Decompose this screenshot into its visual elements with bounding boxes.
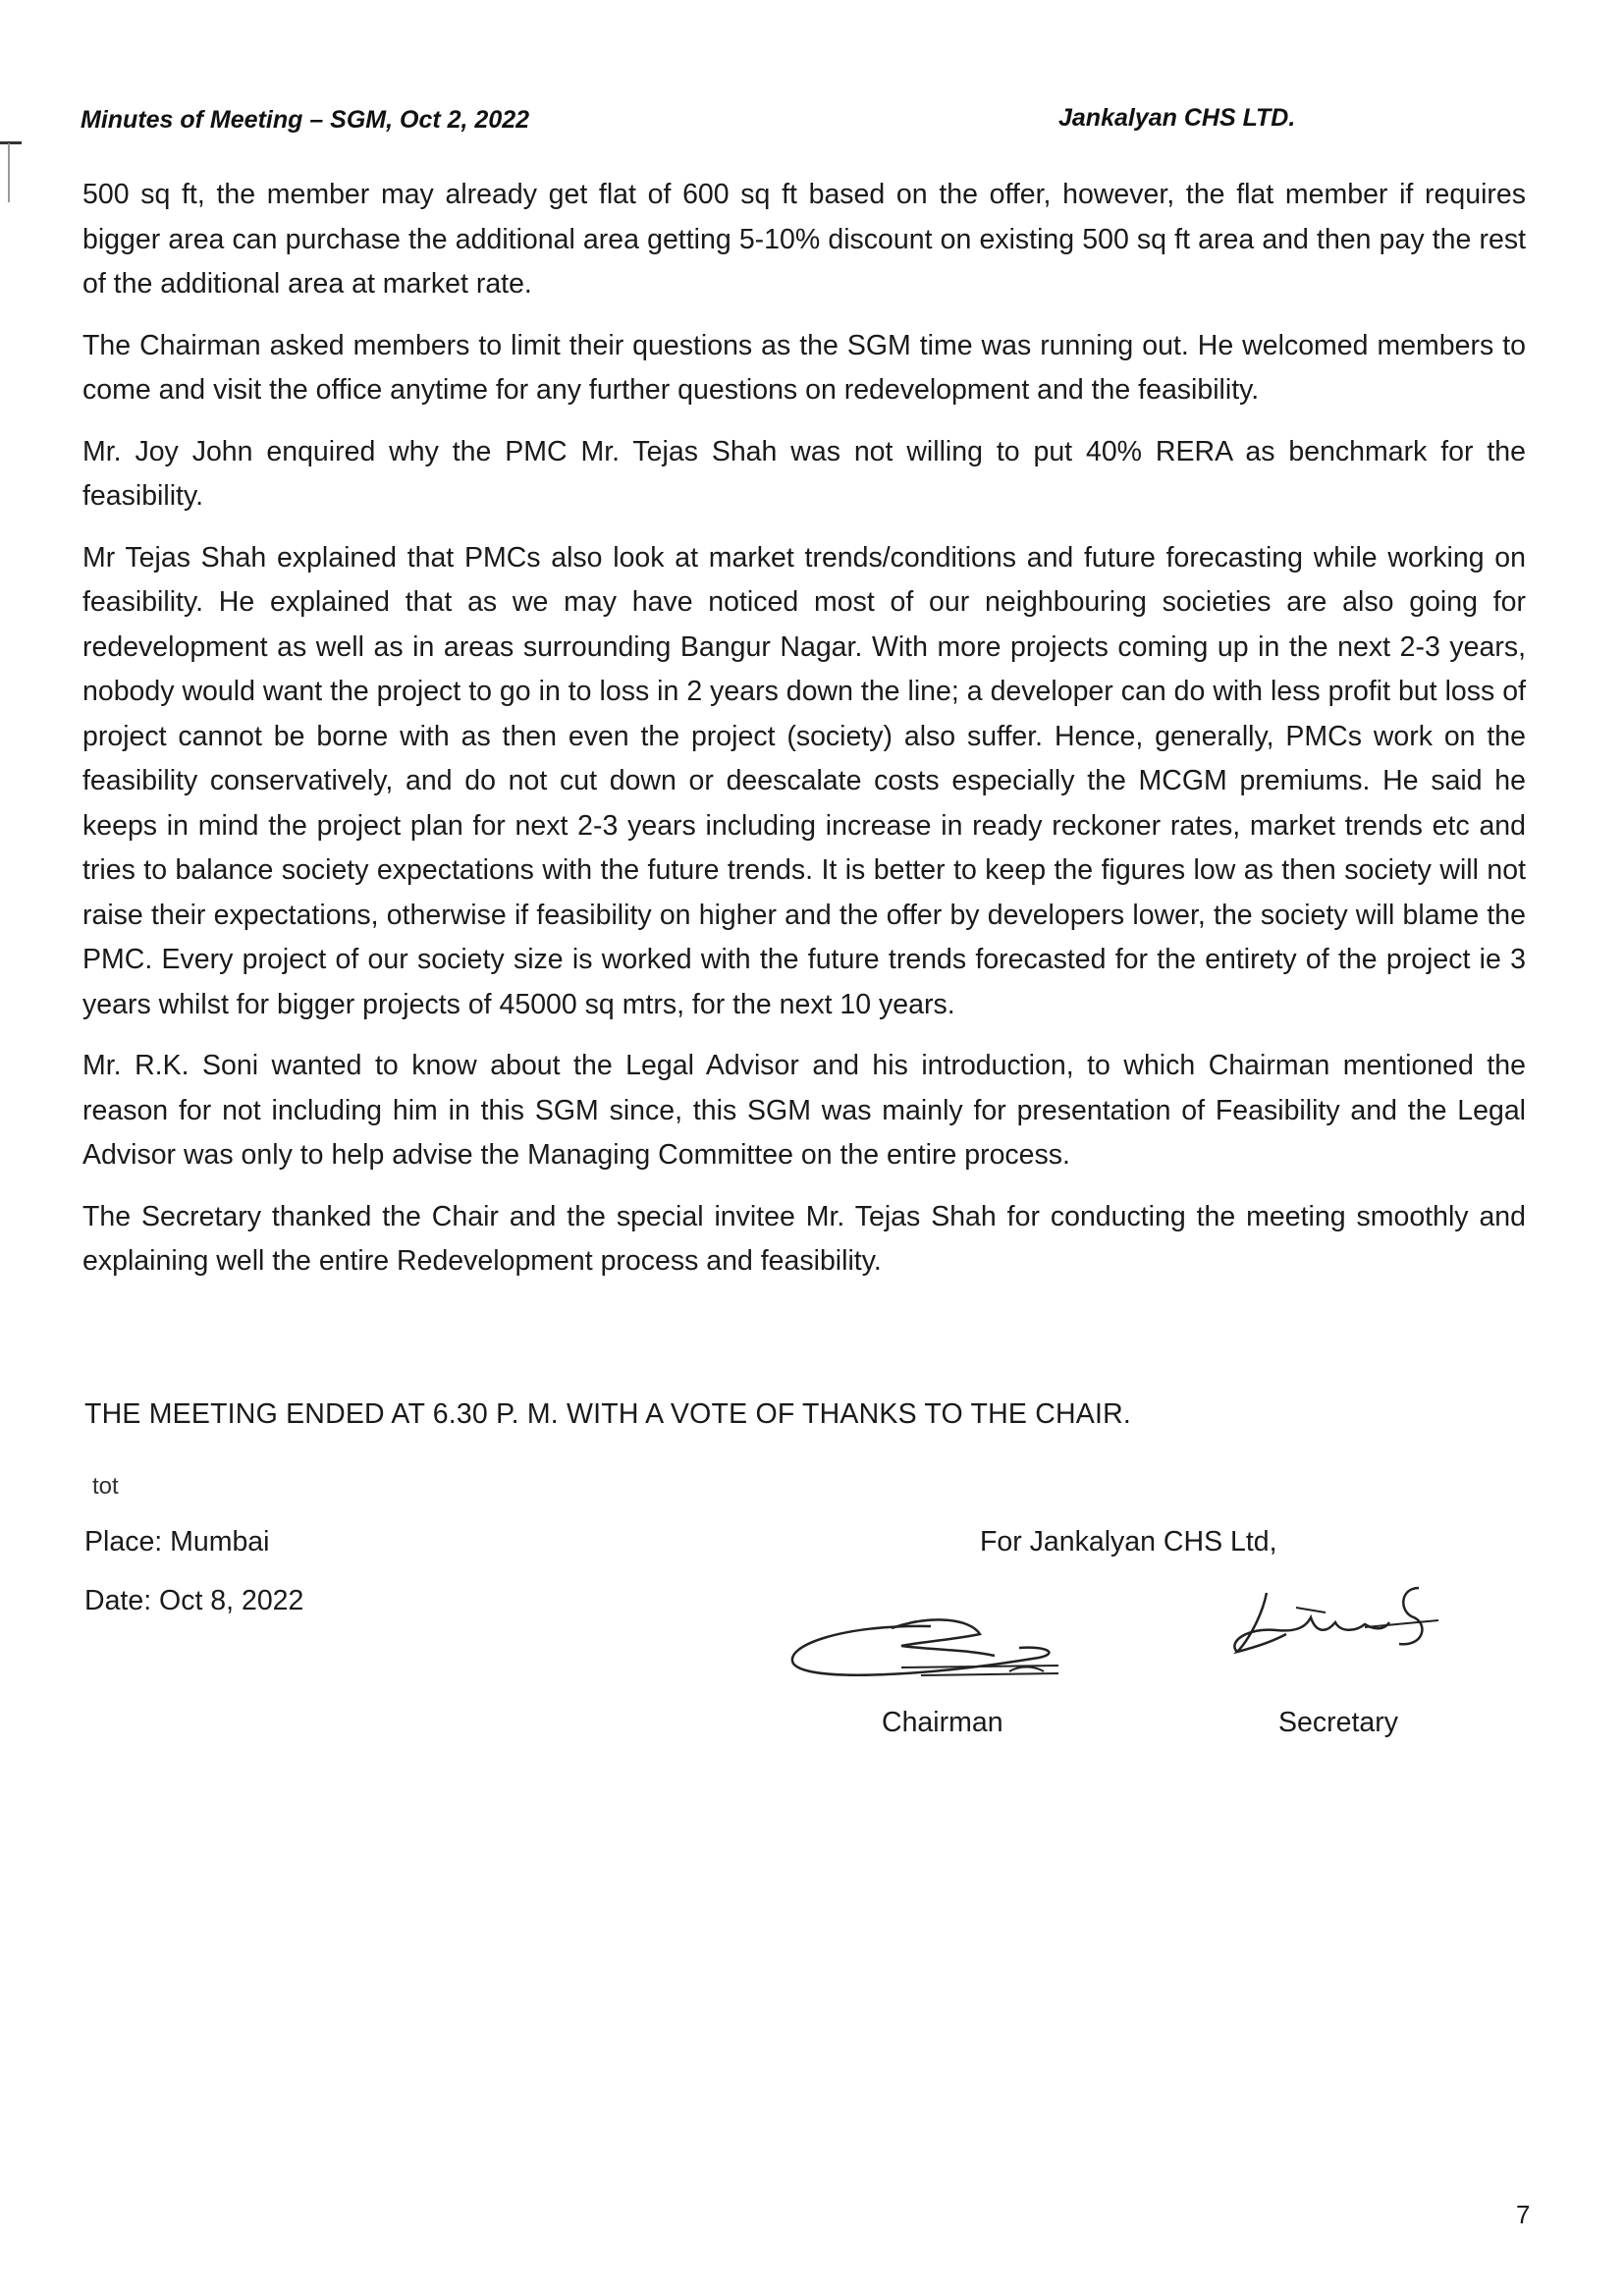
date-line: Date: Oct 8, 2022: [84, 1585, 304, 1616]
chairman-label: Chairman: [882, 1707, 1003, 1738]
chairman-signature: [784, 1607, 1078, 1695]
paragraph-area-offer: 500 sq ft, the member may already get flat of 600 sq ft based on the offer, however, the flat member if requires bigger area can purchase the additional area getting 5-10% discount on existing 500 sq ft area and then pay the rest of the additional area at market rate.: [82, 179, 1526, 300]
margin-line: [8, 143, 10, 202]
place-line: Place: Mumbai: [84, 1526, 270, 1558]
minutes-body: [82, 173, 1526, 1301]
handwritten-mark: tot: [92, 1473, 119, 1500]
paragraph-secretary-thanks: The Secretary thanked the Chair and the special invitee Mr. Tejas Shah for conducting the meeting smoothly and explaining well the entire Redevelopment process and feasibility.: [82, 1200, 1526, 1277]
page-number: 7: [1516, 2200, 1531, 2229]
header-organization: Jankalyan CHS LTD.: [1058, 104, 1296, 132]
paragraph-joy-john-query: Mr. Joy John enquired why the PMC Mr. Tejas Shah was not willing to put 40% RERA as benchmark for the feasibility.: [82, 435, 1526, 512]
paragraph-tejas-shah-explanation: Mr Tejas Shah explained that PMCs also look at market trends/conditions and future forecasting while working on feasibility. He explained that as we may have noticed most of our neighbouring societies are also going for redevelopment as well as in areas surrounding Bangur Nagar. With more projects coming up in the next 2-3 years, nobody would want the project to go in to loss in 2 years down the line; a developer can do with less profit but loss of project cannot be borne with as then even the project (society) also suffer. Hence, generally, PMCs work on the feasibility conservatively, and do not cut down or deescalate costs especially the MCGM premiums. He said he keeps in mind the project plan for next 2-3 years including increase in ready reckoner rates, market trends etc and tries to balance society expectations with the future trends. It is better to keep the figures low as then society will not raise their expectations, otherwise if feasibility on higher and the offer by developers lower, the society will blame the PMC. Every project of our society size is worked with the future trends forecasted for the entirety of the project ie 3 years whilst for bigger projects of 45000 sq mtrs, for the next 10 years.: [82, 541, 1526, 1020]
paragraph-chairman-questions: The Chairman asked members to limit their questions as the SGM time was running out. He welcomed members to come and visit the office anytime for any further questions on redevelopment and the feasibility.: [82, 329, 1526, 406]
signoff-company: For Jankalyan CHS Ltd,: [980, 1526, 1277, 1558]
header-title: Minutes of Meeting – SGM, Oct 2, 2022: [81, 106, 530, 134]
secretary-label: Secretary: [1278, 1707, 1398, 1738]
paragraph-legal-advisor: Mr. R.K. Soni wanted to know about the Legal Advisor and his introduction, to which Chairman mentioned the reason for not including him in this SGM since, this SGM was mainly for presentation of Feasibility and the Legal Advisor was only to help advise the Managing Committee on the entire process.: [82, 1050, 1526, 1171]
secretary-signature: [1218, 1573, 1443, 1671]
meeting-closing-statement: THE MEETING ENDED AT 6.30 P. M. WITH A VOTE OF THANKS TO THE CHAIR.: [84, 1398, 1132, 1430]
margin-tick-mark: [0, 141, 22, 144]
